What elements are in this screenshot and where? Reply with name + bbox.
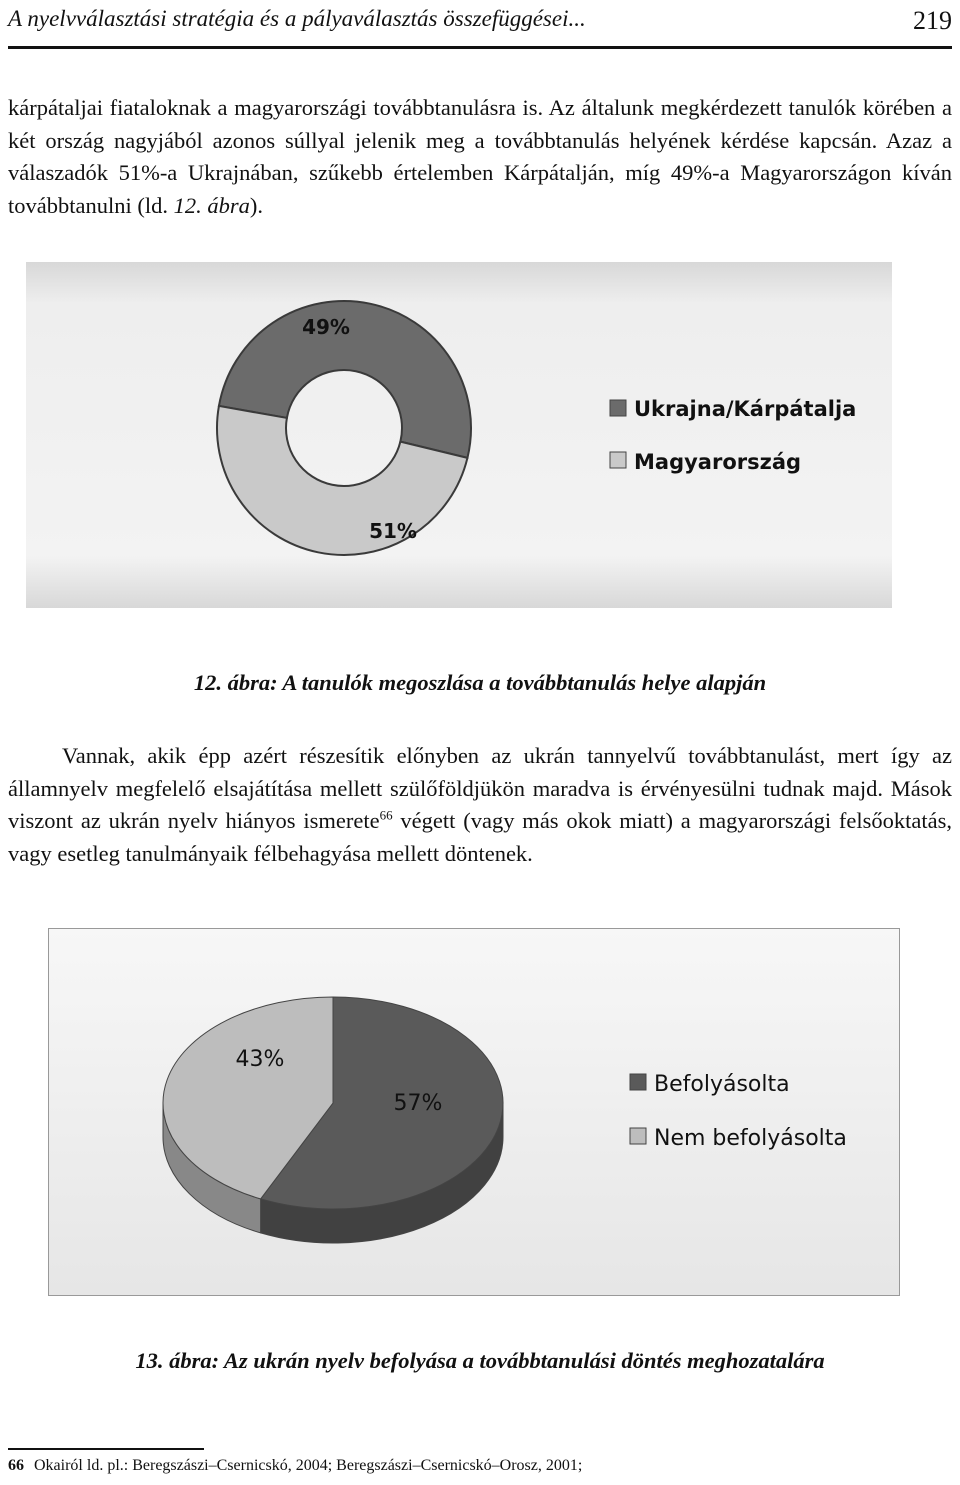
- running-header: [8, 6, 952, 42]
- legend-label-1: Magyarország: [634, 450, 802, 474]
- footnote: [8, 1457, 952, 1475]
- legend-label-0: Befolyásolta: [654, 1072, 790, 1097]
- paragraph-1: [8, 92, 952, 222]
- figure-12: [26, 262, 892, 608]
- figure-13: [48, 928, 900, 1296]
- figure-13-chart: [48, 928, 900, 1296]
- footnote-text: Okairól ld. pl.: Beregszászi–Csernicskó, 2004; Beregszászi–Csernicskó–Orosz, 2001;: [34, 1457, 583, 1474]
- paragraph-2-text-a: Vannak, akik épp azért részesítik előnyben az ukrán tannyelvű továbbtanulást, mert így az államnyelv megfelelő elsajátítása mellett szülőföldjükön maradva is érvényesülni tudnak majd. Mások viszont az ukrán nyelv hiányos ismerete: [8, 743, 952, 833]
- figure-13-caption: 13. ábra: Az ukrán nyelv befolyása a továbbtanulási döntés meghozatalára: [135, 1348, 825, 1373]
- slice-label-1: 43%: [235, 1047, 285, 1072]
- slice-label-1: 49%: [302, 315, 350, 339]
- legend-swatch-0: [630, 1074, 646, 1090]
- page-number: 219: [913, 6, 952, 35]
- figure-12-caption: 12. ábra: A tanulók megoszlása a továbbtanulás helye alapján: [193, 670, 767, 695]
- paragraph-2: [8, 740, 952, 870]
- footnote-number: 66: [8, 1457, 24, 1474]
- paragraph-2-text-b: végett (vagy más okok miatt) a magyarországi felsőoktatás, vagy esetleg tanulmányaik félbehagyása mellett döntenek.: [8, 808, 952, 866]
- footnote-marker: 66: [379, 807, 393, 823]
- legend-label-0: Ukrajna/Kárpátalja: [634, 397, 857, 421]
- slice-label-0: 51%: [369, 519, 417, 543]
- paragraph-1-text: kárpátaljai fiataloknak a magyarországi továbbtanulásra is. Az általunk megkérdezett tanulók körében a két ország nagyjából azonos súllyal jelenik meg a továbbtanulás helyének kérdése kapcsán. Azaz a válaszadók 51%-a Ukrajnában, szűkebb értelemben Kárpátalján, míg 49%-a Magyarországon kíván továbbtanulni (ld.: [8, 95, 952, 218]
- legend-swatch-1: [610, 452, 626, 468]
- header-rule: [8, 46, 952, 49]
- pie-slices: [163, 997, 503, 1243]
- paragraph-1-end: ).: [249, 192, 263, 218]
- legend-swatch-0: [610, 400, 626, 416]
- footnote-rule: [8, 1448, 204, 1450]
- slice-label-0: 57%: [393, 1091, 443, 1116]
- legend-swatch-1: [630, 1128, 646, 1144]
- figure-reference: 12. ábra: [173, 192, 250, 218]
- legend-label-1: Nem befolyásolta: [654, 1126, 847, 1151]
- figure-12-chart: [26, 262, 892, 608]
- running-title: A nyelvválasztási stratégia és a pályaválasztás összefüggései...: [8, 6, 586, 31]
